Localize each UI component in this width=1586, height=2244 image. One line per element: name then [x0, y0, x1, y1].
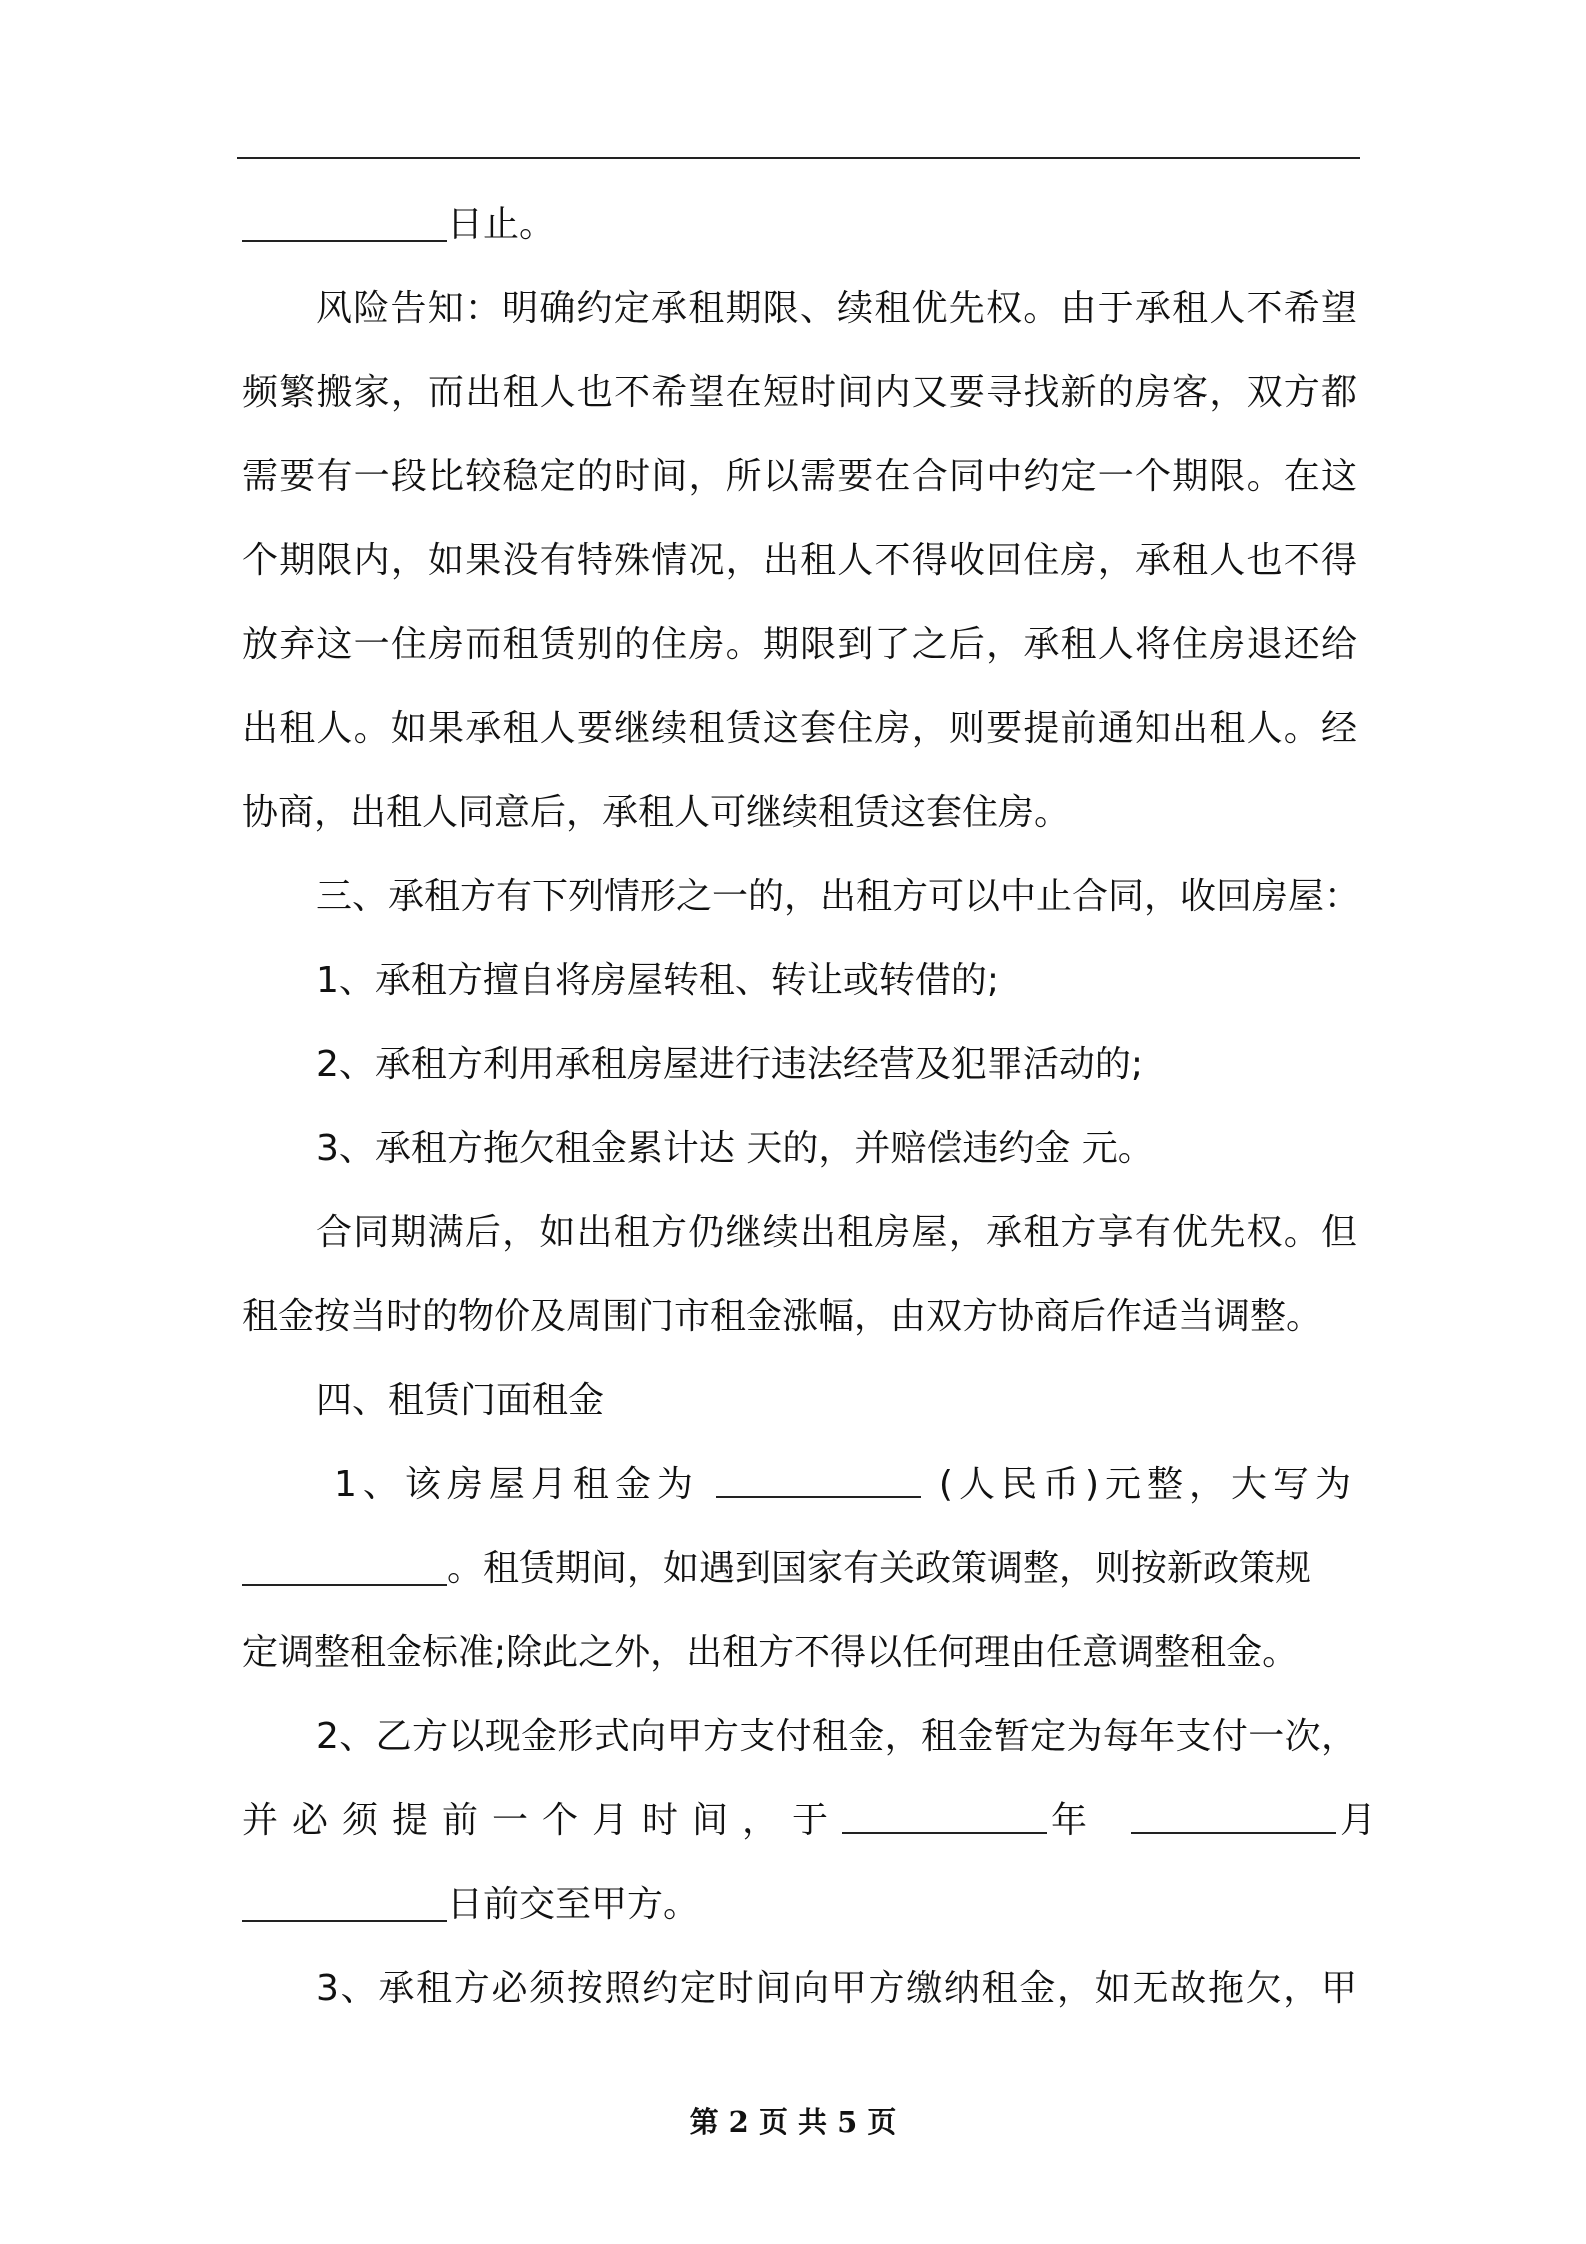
- text-line: 定调整租金标准;除此之外，出租方不得以任何理由任意调整租金。: [242, 1632, 1299, 1673]
- fill-blank: [842, 1796, 1047, 1834]
- text-line: 频繁搬家，而出租人也不希望在短时间内又要寻找新的房客，双方都: [242, 372, 1357, 413]
- text-line: 2、乙方以现金形式向甲方支付租金，租金暂定为每年支付一次，: [316, 1716, 1357, 1757]
- header-rule: [237, 157, 1360, 159]
- section-heading: 四、租赁门面租金: [316, 1380, 605, 1421]
- text-segment: (人民币)元整，大写为: [938, 1464, 1357, 1505]
- text-segment: 年: [1051, 1800, 1088, 1841]
- text-line: 风险告知：明确约定承租期限、续租优先权。由于承租人不希望: [316, 288, 1357, 329]
- text-segment: 1、该房屋月租金为: [334, 1464, 699, 1505]
- fill-blank: [242, 1884, 447, 1922]
- fill-blank: [242, 1548, 447, 1586]
- text-segment: 并必须提前一个月时间，于: [242, 1800, 843, 1841]
- text-line: 合同期满后，如出租方仍继续出租房屋，承租方享有优先权。但: [316, 1212, 1357, 1253]
- text-line: 日止。: [242, 200, 555, 250]
- text-segment: 月: [1340, 1800, 1377, 1841]
- fill-blank: [242, 204, 447, 242]
- text-line: 需要有一段比较稳定的时间，所以需要在合同中约定一个期限。在这: [242, 456, 1357, 497]
- text-line: [334, 1460, 1357, 1510]
- list-item: 1、承租方擅自将房屋转租、转让或转借的;: [316, 960, 1000, 1001]
- text-line: 个期限内，如果没有特殊情况，出租人不得收回住房，承租人也不得: [242, 540, 1357, 581]
- fill-blank: [716, 1460, 921, 1498]
- text-line: 。租赁期间，如遇到国家有关政策调整，则按新政策规: [242, 1544, 1311, 1594]
- text-line: 日前交至甲方。: [242, 1880, 699, 1930]
- text-line: 协商，出租人同意后，承租人可继续租赁这套住房。: [242, 792, 1071, 833]
- list-item: 3、承租方拖欠租金累计达 天的，并赔偿违约金 元。: [316, 1128, 1154, 1169]
- text-line: 放弃这一住房而租赁别的住房。期限到了之后，承租人将住房退还给: [242, 624, 1357, 665]
- text-line: 租金按当时的物价及周围门市租金涨幅，由双方协商后作适当调整。: [242, 1296, 1323, 1337]
- section-heading: 三、承租方有下列情形之一的，出租方可以中止合同，收回房屋：: [316, 876, 1361, 917]
- text-line: [242, 1796, 1377, 1846]
- list-item: 2、承租方利用承租房屋进行违法经营及犯罪活动的;: [316, 1044, 1144, 1085]
- page-number: 第 2 页 共 5 页: [689, 2105, 897, 2139]
- text-line: 出租人。如果承租人要继续租赁这套住房，则要提前通知出租人。经: [242, 708, 1357, 749]
- fill-blank: [1131, 1796, 1336, 1834]
- text-line: 3、承租方必须按照约定时间向甲方缴纳租金，如无故拖欠，甲: [316, 1968, 1357, 2009]
